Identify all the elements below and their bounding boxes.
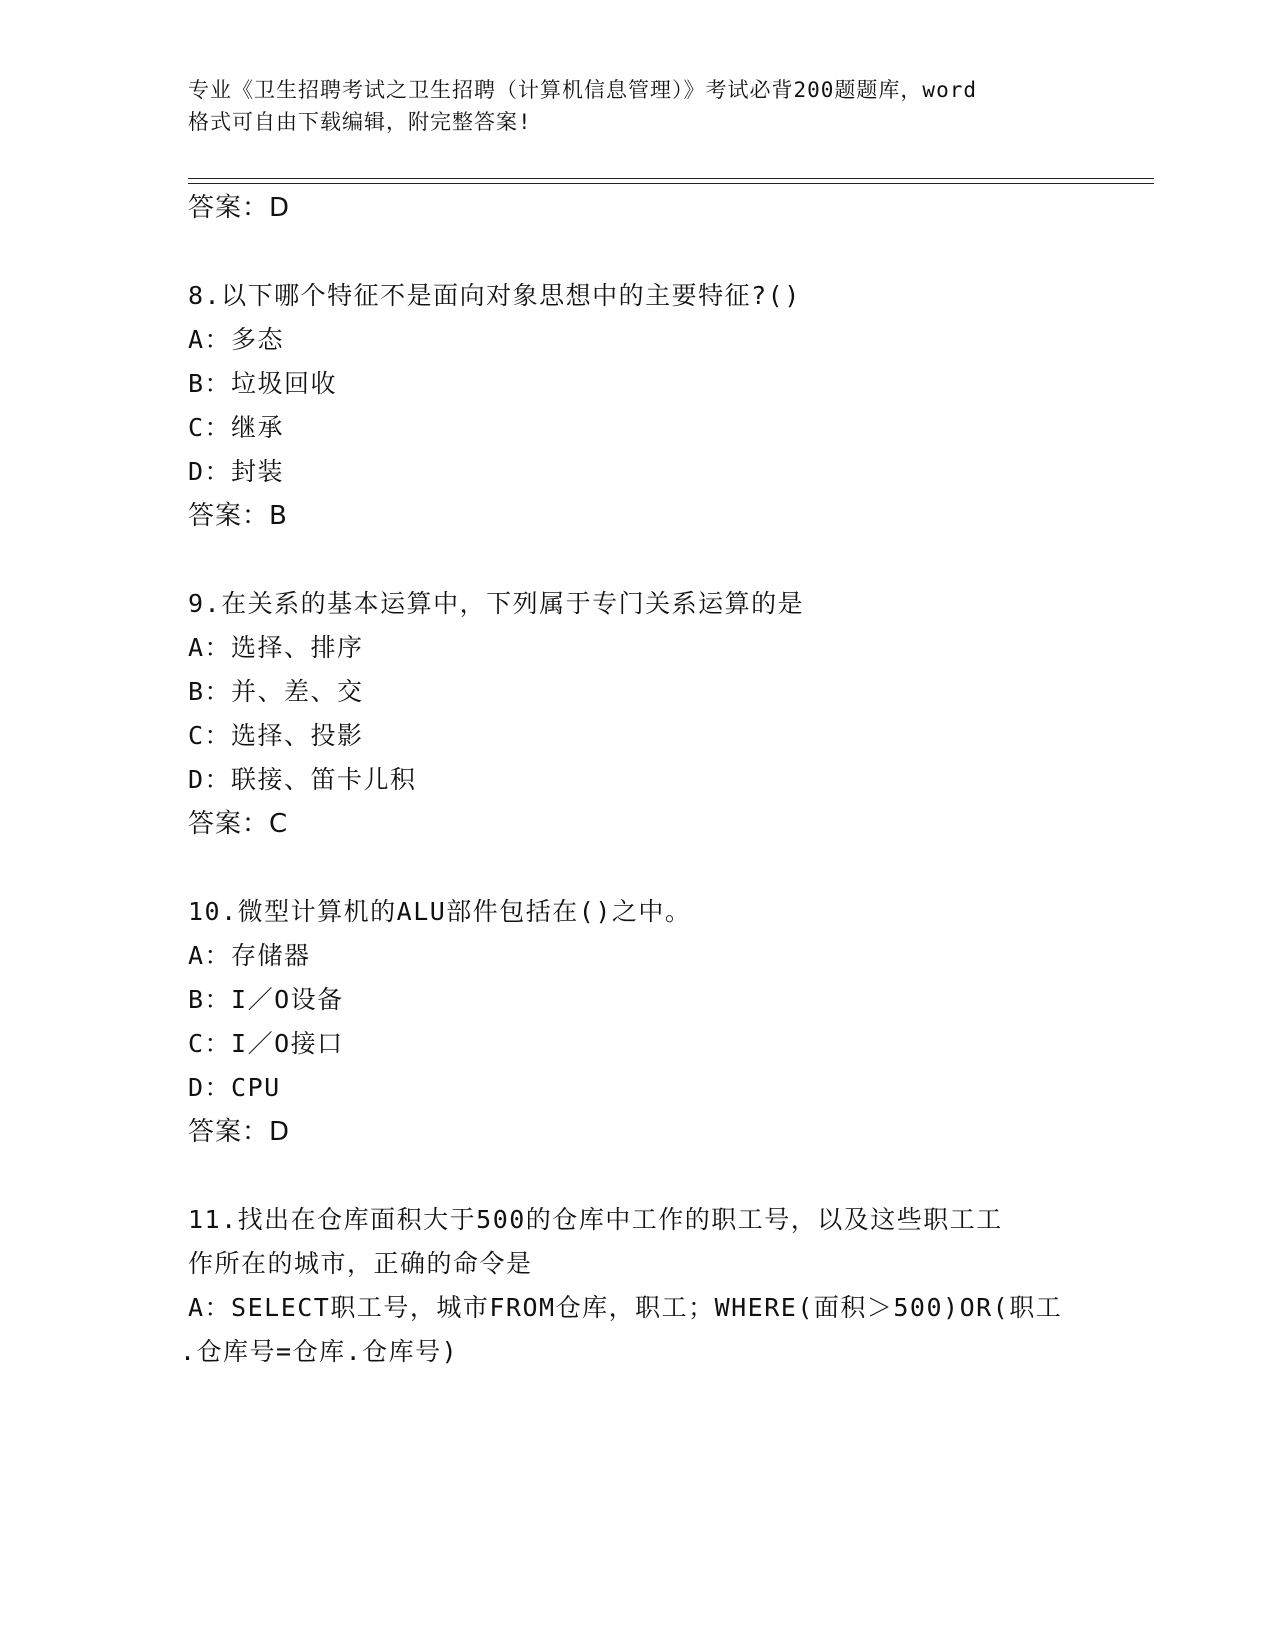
previous-answer: 答案：D — [188, 193, 291, 223]
header-line-2: 格式可自由下载编辑，附完整答案! — [188, 110, 532, 134]
question-9-option-b: B：并、差、交 — [188, 677, 364, 706]
question-8-stem: 8.以下哪个特征不是面向对象思想中的主要特征?() — [188, 281, 801, 310]
question-11-stem-line-1: 11.找出在仓库面积大于500的仓库中工作的职工号，以及这些职工工 — [188, 1205, 1003, 1234]
question-10-option-a: A：存储器 — [188, 941, 311, 970]
question-10-stem: 10.微型计算机的ALU部件包括在()之中。 — [188, 897, 692, 926]
header-divider-bottom — [188, 183, 1154, 184]
question-10-option-d: D：CPU — [188, 1073, 281, 1102]
header-divider-top — [188, 178, 1154, 179]
question-9-option-a: A：选择、排序 — [188, 633, 364, 662]
question-9-answer: 答案：C — [188, 809, 289, 839]
question-9-stem: 9.在关系的基本运算中，下列属于专门关系运算的是 — [188, 589, 805, 618]
question-9-option-d: D：联接、笛卡儿积 — [188, 765, 417, 794]
question-8-answer: 答案：B — [188, 501, 288, 531]
question-11-option-a-line-2: .仓库号=仓库.仓库号) — [180, 1337, 459, 1366]
question-8-option-a: A：多态 — [188, 325, 285, 354]
question-8-option-b: B：垃圾回收 — [188, 369, 338, 398]
question-8-option-d: D：封装 — [188, 457, 285, 486]
document-header — [188, 74, 1088, 138]
question-10-option-b: B：I／O设备 — [188, 985, 344, 1014]
question-11-option-a-line-1: A：SELECT职工号，城市FROM仓库，职工；WHERE(面积＞500)OR(职工 — [188, 1293, 1063, 1322]
question-8-option-c: C：继承 — [188, 413, 285, 442]
question-10-answer: 答案：D — [188, 1117, 291, 1147]
question-11-stem-line-2: 作所在的城市，正确的命令是 — [188, 1249, 533, 1278]
header-line-1: 专业《卫生招聘考试之卫生招聘（计算机信息管理）》考试必背200题题库，word — [188, 78, 977, 102]
question-9-option-c: C：选择、投影 — [188, 721, 364, 750]
question-10-option-c: C：I／O接口 — [188, 1029, 344, 1058]
